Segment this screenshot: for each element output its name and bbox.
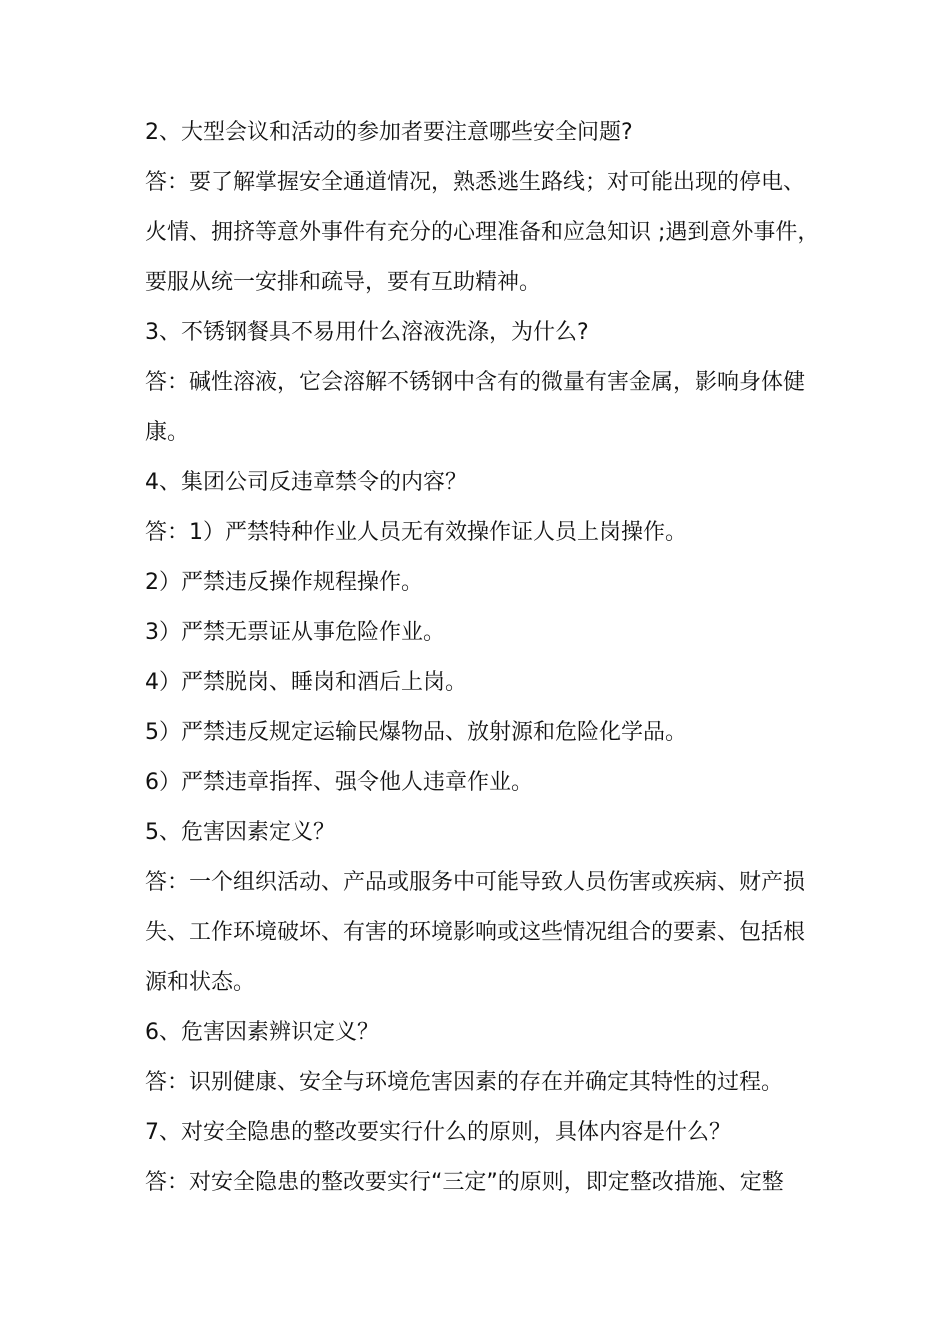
- answer-4-item-3: 3）严禁无票证从事危险作业。: [145, 620, 445, 645]
- answer-2-line-2: 火情、拥挤等意外事件有充分的心理准备和应急知识 ;遇到意外事件，: [145, 220, 820, 245]
- answer-5-line-2: 失、工作环境破坏、有害的环境影响或这些情况组合的要素、包括根: [145, 920, 806, 945]
- answer-3-line-1: 答：碱性溶液，它会溶解不锈钢中含有的微量有害金属，影响身体健: [145, 370, 806, 395]
- answer-2-line-3: 要服从统一安排和疏导，要有互助精神。: [145, 270, 542, 295]
- question-6: 6、危害因素辨识定义？: [145, 1020, 379, 1045]
- answer-6-line-1: 答：识别健康、安全与环境危害因素的存在并确定其特性的过程。: [145, 1070, 784, 1095]
- answer-5-line-3: 源和状态。: [145, 970, 256, 995]
- question-2: 2、大型会议和活动的参加者要注意哪些安全问题?: [145, 120, 633, 145]
- question-3: 3、不锈钢餐具不易用什么溶液洗涤，为什么?: [145, 320, 589, 345]
- answer-4-item-6: 6）严禁违章指挥、强令他人违章作业。: [145, 770, 533, 795]
- answer-4-item-4: 4）严禁脱岗、睡岗和酒后上岗。: [145, 670, 467, 695]
- answer-4-item-2: 2）严禁违反操作规程操作。: [145, 570, 423, 595]
- answer-2-line-1: 答：要了解掌握安全通道情况，熟悉逃生路线；对可能出现的停电、: [145, 170, 806, 195]
- answer-7-line-1: 答：对安全隐患的整改要实行“三定”的原则，即定整改措施、定整: [145, 1170, 784, 1195]
- question-4: 4、集团公司反违章禁令的内容？: [145, 470, 467, 495]
- answer-4-item-5: 5）严禁违反规定运输民爆物品、放射源和危险化学品。: [145, 720, 687, 745]
- answer-3-line-2: 康。: [145, 420, 190, 445]
- answer-5-line-1: 答：一个组织活动、产品或服务中可能导致人员伤害或疾病、财产损: [145, 870, 806, 895]
- question-7: 7、对安全隐患的整改要实行什么的原则，具体内容是什么？: [145, 1120, 731, 1145]
- answer-4-item-1: 答：1）严禁特种作业人员无有效操作证人员上岗操作。: [145, 520, 687, 545]
- document-body: [145, 108, 820, 1208]
- question-5: 5、危害因素定义？: [145, 820, 335, 845]
